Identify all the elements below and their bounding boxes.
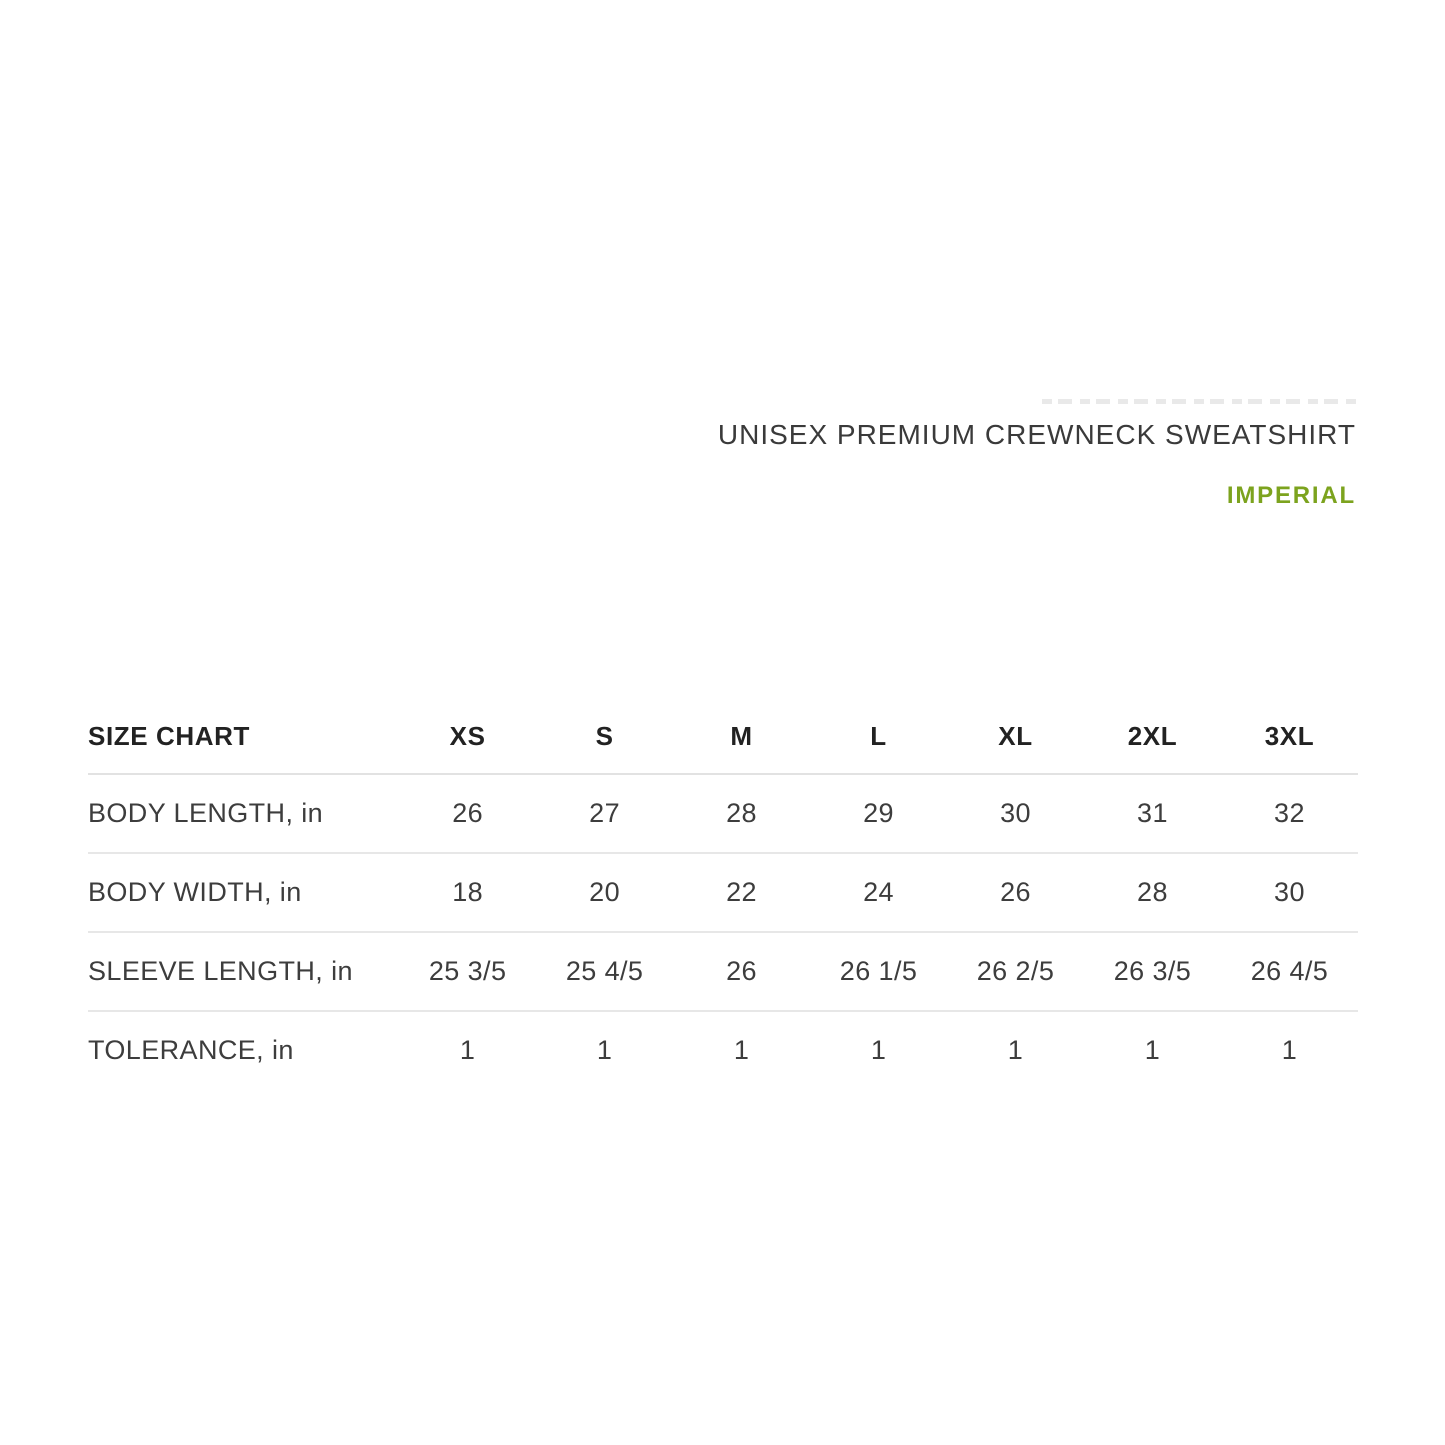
value-cell: 1 — [1281, 1035, 1298, 1065]
value-cell: 29 — [810, 774, 947, 853]
product-title: UNISEX PREMIUM CREWNECK SWEATSHIRT — [717, 419, 1356, 450]
value-cell: 26 4/5 — [1221, 932, 1358, 1011]
row-label: BODY LENGTH, in — [88, 774, 399, 853]
value-cell: 25 3/5 — [399, 932, 536, 1011]
value-cell: 20 — [536, 853, 673, 932]
value-cell: 1 — [1007, 1035, 1024, 1065]
value-cell: 22 — [673, 853, 810, 932]
value-cell: 25 4/5 — [536, 932, 673, 1011]
size-chart-header-row — [88, 700, 1358, 774]
value-cell: 30 — [947, 774, 1084, 853]
value-cell: 30 — [1221, 853, 1358, 932]
row-label: SLEEVE LENGTH, in — [88, 932, 399, 1011]
size-chart-section — [88, 700, 1358, 1089]
column-header-l: L — [810, 700, 947, 774]
column-header-m: M — [673, 700, 810, 774]
value-cell: 24 — [810, 853, 947, 932]
value-cell: 1 — [459, 1035, 476, 1065]
column-header-3xl: 3XL — [1221, 700, 1358, 774]
row-label: TOLERANCE, in — [88, 1035, 294, 1065]
cropped-text-artifact — [1042, 399, 1358, 404]
table-row — [88, 932, 1358, 1011]
table-row — [88, 1011, 1358, 1089]
column-header-s: S — [536, 700, 673, 774]
table-row — [88, 774, 1358, 853]
value-cell: 32 — [1221, 774, 1358, 853]
column-header-xl: XL — [947, 700, 1084, 774]
value-cell: 26 3/5 — [1084, 932, 1221, 1011]
size-chart-corner-label: SIZE CHART — [88, 700, 399, 774]
value-cell: 28 — [673, 774, 810, 853]
value-cell: 1 — [1144, 1035, 1161, 1065]
value-cell: 1 — [733, 1035, 750, 1065]
value-cell: 1 — [596, 1035, 613, 1065]
value-cell: 26 — [399, 774, 536, 853]
value-cell: 31 — [1084, 774, 1221, 853]
value-cell: 18 — [399, 853, 536, 932]
column-header-xs: XS — [399, 700, 536, 774]
column-header-2xl: 2XL — [1084, 700, 1221, 774]
size-chart-table — [88, 700, 1358, 1089]
unit-system-label: IMPERIAL — [1226, 482, 1356, 509]
row-label: BODY WIDTH, in — [88, 853, 399, 932]
value-cell: 27 — [536, 774, 673, 853]
value-cell: 26 1/5 — [810, 932, 947, 1011]
table-row — [88, 853, 1358, 932]
value-cell: 1 — [870, 1035, 887, 1065]
value-cell: 26 2/5 — [947, 932, 1084, 1011]
value-cell: 28 — [1084, 853, 1221, 932]
chart-header — [718, 420, 1356, 510]
size-chart-body — [88, 774, 1358, 1089]
value-cell: 26 — [947, 853, 1084, 932]
value-cell: 26 — [673, 932, 810, 1011]
